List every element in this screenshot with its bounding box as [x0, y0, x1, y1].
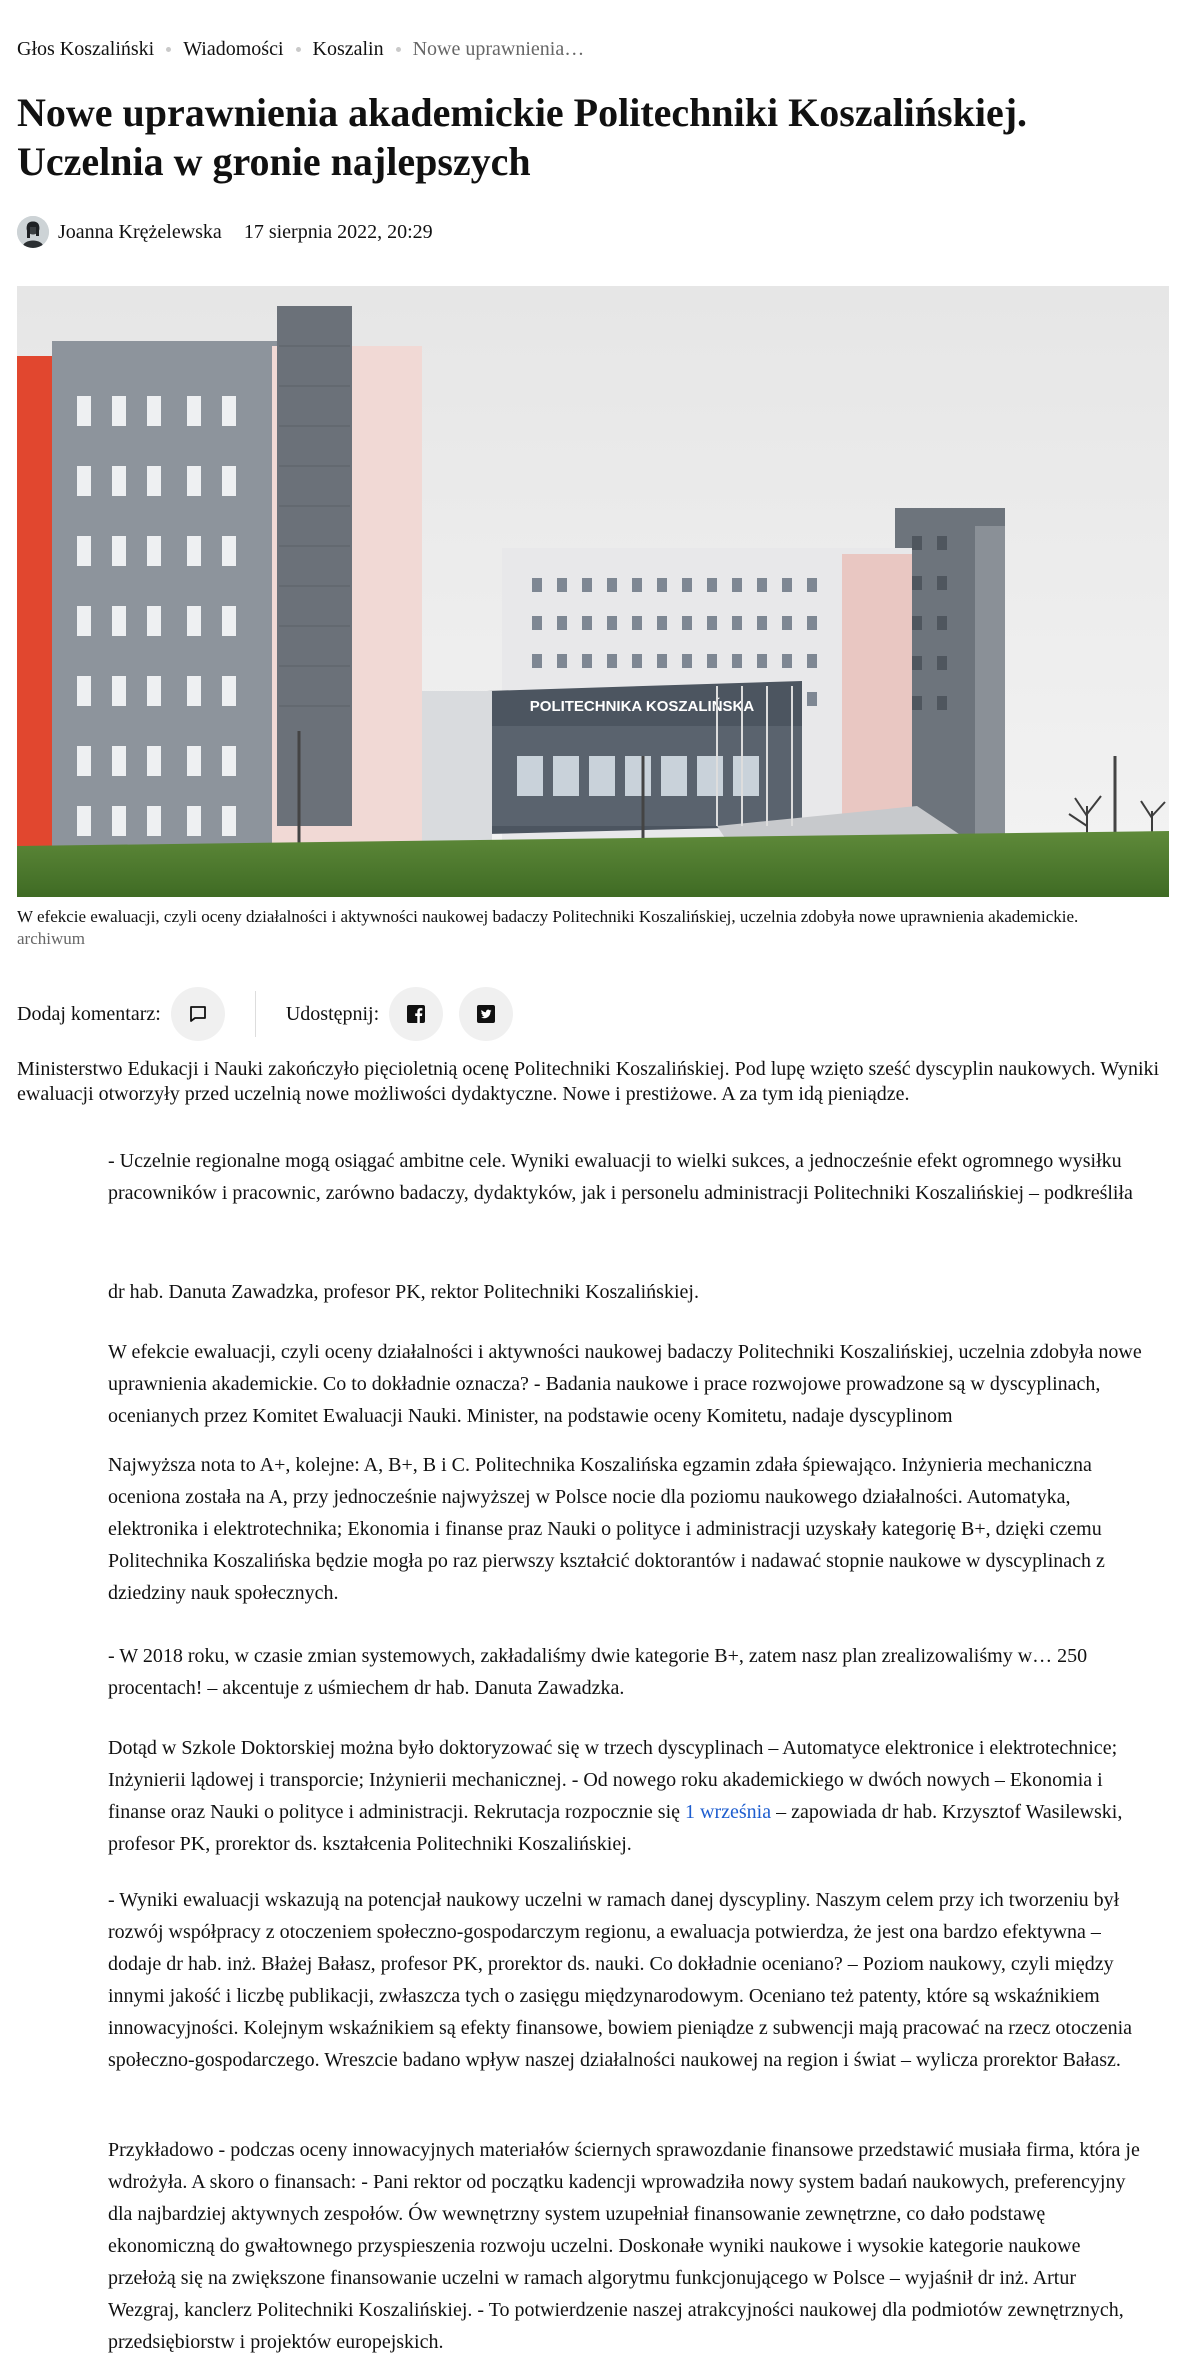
publish-date: 17 sierpnia 2022, 20:29 [243, 220, 433, 243]
breadcrumb-separator [396, 47, 401, 52]
body-paragraph-6 [108, 1732, 1148, 1860]
twitter-share-button[interactable] [459, 987, 513, 1041]
social-divider [255, 991, 256, 1037]
comment-icon [188, 1004, 208, 1024]
body-paragraph-8: Przykładowo - podczas oceny innowacyjnych materiałów ściernych sprawozdanie finansowe przedstawić musiała firma, która je wdrożyła. A skoro o finansach: - Pani rektor od początku kadencji wprowadziła nowy system badań naukowych, preferencyjny dla najbardziej aktywnych zespołów. Ów wewnętrzny system uzupełniał finansowanie zewnętrzne, co dało podstawę ekonomiczną do gwałtownego przyspieszenia rozwoju uczelni. Doskonałe wyniki naukowe i wysokie kategorie naukowe przełożą się na zwiększone finansowanie uczelni w ramach algorytmu funkcjonującego w Polsce – wyjaśnił dr inż. Artur Wezgraj, kanclerz Politechniki Koszalińskiej. - To potwierdzenie naszej atrakcyjności naukowej dla podmiotów zewnętrznych, przedsiębiorstw i projektów europejskich. [108, 2139, 1140, 2353]
breadcrumb-current: Nowe uprawnienia… [412, 38, 585, 60]
breadcrumb-separator [296, 47, 301, 52]
article-title-line-1: Nowe uprawnienia akademickie Politechniki Koszalińskiej. [17, 90, 1028, 135]
breadcrumb-link-city[interactable]: Koszalin [312, 38, 384, 60]
author-name[interactable]: Joanna Krężelewska [58, 220, 222, 243]
body-paragraph-7: - Wyniki ewaluacji wskazują na potencjał naukowy uczelni w ramach danej dyscypliny. Naszym celem przy ich tworzeniu był rozwój współpracy z otoczeniem społeczno-gospodarczym regionu, a ewaluacja potwierdza, że jest ona bardzo efektywna – dodaje dr hab. inż. Błażej Bałasz, profesor PK, prorektor ds. nauki. Co dokładnie oceniano? – Poziom naukowy, czyli między innymi jakość i liczbę publikacji, zwłaszcza tych o zasięgu międzynarodowym. Oceniano też patenty, które są wskaźnikiem innowacyjności. Kolejnym wskaźnikiem są efekty finansowe, bowiem pieniądze z subwencji mają pracować na rzecz otoczenia społeczno-gospodarczego. Wreszcie badano wpływ naszej działalności naukowej na region i świat – wylicza prorektor Bałasz. [108, 1889, 1133, 2071]
author-info [17, 216, 433, 248]
body-paragraph-1: - Uczelnie regionalne mogą osiągać ambitne cele. Wyniki ewaluacji to wielki sukces, a jednocześnie efekt ogromnego wysiłku pracowników i pracownic, zarówno badaczy, dydaktyków, jak i personelu administracji Politechniki Koszalińskiej – podkreśliła [108, 1150, 1133, 1204]
author-avatar[interactable] [17, 216, 49, 248]
paragraph-6-text: Dotąd w Szkole Doktorskiej można było doktoryzować się w trzech dyscyplinach – Automatyce elektronice i elektrotechnice; Inżynierii lądowej i transporcie; Inżynierii mechanicznej. - Od nowego roku akademickiego w dwóch nowych – Ekonomia i finanse oraz Nauki o polityce i administracji. Rekrutacja rozpocznie się [108, 1737, 1118, 1823]
share-label: Udostępnij: [285, 1002, 380, 1025]
body-paragraph-4: Najwyższa nota to A+, kolejne: A, B+, B i C. Politechnika Koszalińska egzamin zdała śpiewająco. Inżynieria mechaniczna oceniona została na A, przy jednocześnie najwyższej w Polsce nocie dla poziomu naukowego działalności. Automatyka, elektronika i elektrotechnika; Ekonomia i finanse praz Nauki o polityce i administracji uzyskały kategorię B+, dzięki czemu Politechnika Koszalińska będzie mogła po raz pierwszy kształcić doktorantów i nadawać stopnie naukowe w dyscyplinach z dziedziny nauk społecznych. [108, 1454, 1105, 1604]
comment-label: Dodaj komentarz: [17, 1002, 161, 1025]
body-paragraph-5: - W 2018 roku, w czasie zmian systemowych, zakładaliśmy dwie kategorie B+, zatem nasz plan zrealizowaliśmy w… 250 procentach! – akcentuje z uśmiechem dr hab. Danuta Zawadzka. [108, 1645, 1088, 1699]
facebook-share-button[interactable] [389, 987, 443, 1041]
article-title-line-2: Uczelnia w gronie najlepszych [17, 139, 531, 184]
date-link[interactable]: 1 września [685, 1801, 772, 1823]
article-hero-image[interactable] [17, 286, 1169, 897]
article-lead: Ministerstwo Edukacji i Nauki zakończyło pięcioletnią ocenę Politechniki Koszalińskiej. Pod lupę wzięto sześć dyscyplin naukowych. Wyniki ewaluacji otworzyły przed uczelnią nowe możliwości dydaktyczne. Nowe i prestiżowe. A za tym idą pieniądze. [17, 1058, 1160, 1105]
body-paragraph-2: dr hab. Danuta Zawadzka, profesor PK, rektor Politechniki Koszalińskiej. [108, 1281, 699, 1303]
caption-text: W efekcie ewaluacji, czyli oceny działalności i aktywności naukowej badaczy Politechniki Koszalińskiej, uczelnia zdobyła nowe uprawnienia akademickie. [17, 907, 1079, 926]
body-paragraph-3: W efekcie ewaluacji, czyli oceny działalności i aktywności naukowej badaczy Politechniki Koszalińskiej, uczelnia zdobyła nowe uprawnienia akademickie. Co to dokładnie oznacza? - Badania naukowe i prace rozwojowe prowadzone są w dyscyplinach, ocenianych przez Komitet Ewaluacji Nauki. Minister, na podstawie oceny Komitetu, nadaje dyscyplinom [108, 1341, 1142, 1427]
building-sign: POLITECHNIKA KOSZALIŃSKA [529, 698, 755, 715]
breadcrumb [17, 38, 584, 61]
twitter-icon [476, 1004, 496, 1024]
comment-button[interactable] [171, 987, 225, 1041]
social-bar [17, 986, 513, 1042]
breadcrumb-separator [166, 47, 171, 52]
article-title [17, 88, 1137, 186]
paragraph-6-text-end: – zapowiada dr hab. Krzysztof Wasilewski, profesor PK, prorektor ds. kształcenia Politechniki Koszalińskiej. [108, 1801, 1123, 1855]
breadcrumb-link-news[interactable]: Wiadomości [183, 38, 284, 60]
caption-source: archiwum [17, 929, 85, 948]
breadcrumb-link-home[interactable]: Głos Koszaliński [17, 38, 155, 60]
image-caption [17, 906, 1169, 950]
facebook-icon [406, 1004, 426, 1024]
